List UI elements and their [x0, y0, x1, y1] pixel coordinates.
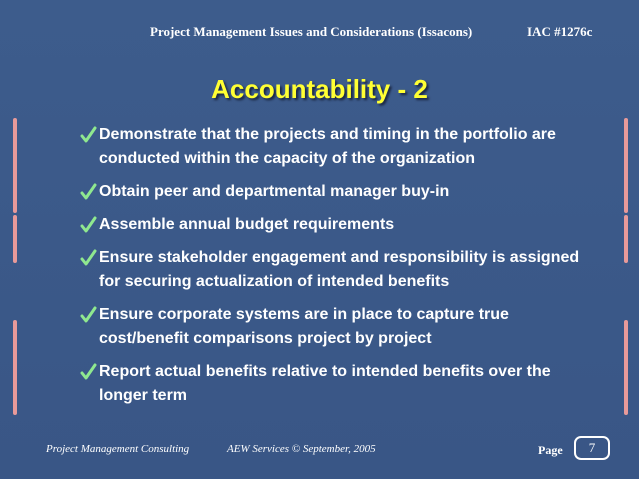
check-icon [80, 182, 98, 202]
bullet-text: Report actual benefits relative to intended benefits over the longer term [99, 363, 551, 404]
left-accent-bar-bottom [13, 320, 17, 415]
bullet-item [80, 246, 600, 294]
bullet-text: Obtain peer and departmental manager buy-in [99, 183, 450, 200]
page-number: 7 [574, 436, 610, 460]
left-accent-bar-mid [13, 215, 17, 263]
bullet-list [80, 123, 600, 408]
check-icon [80, 362, 98, 382]
check-icon [80, 305, 98, 325]
check-icon [80, 125, 98, 145]
slide-title: Accountability - 2 [211, 74, 428, 104]
bullet-item [80, 180, 600, 204]
footer-copyright: AEW Services © September, 2005 [227, 443, 376, 455]
check-icon [80, 248, 98, 268]
right-accent-bar-mid [624, 215, 628, 263]
bullet-text: Demonstrate that the projects and timing in the portfolio are conducted within the capacity of the organization [99, 126, 556, 167]
page-label: Page [538, 443, 563, 457]
header-title: Project Management Issues and Considerations (Issacons) [150, 24, 473, 39]
bullet-item [80, 360, 600, 408]
bullet-text: Ensure corporate systems are in place to capture true cost/benefit comparisons project by project [99, 306, 509, 347]
left-accent-bar-top [13, 118, 17, 213]
bullet-text: Assemble annual budget requirements [99, 216, 395, 233]
right-accent-bar-top [624, 118, 628, 213]
check-icon [80, 215, 98, 235]
header-code: IAC #1276c [527, 24, 593, 39]
bullet-item [80, 213, 600, 237]
right-accent-bar-bottom [624, 320, 628, 415]
bullet-item [80, 123, 600, 171]
footer-organization: Project Management Consulting [46, 443, 190, 455]
bullet-text: Ensure stakeholder engagement and responsibility is assigned for securing actualization of intended benefits [99, 249, 580, 290]
bullet-item [80, 303, 600, 351]
